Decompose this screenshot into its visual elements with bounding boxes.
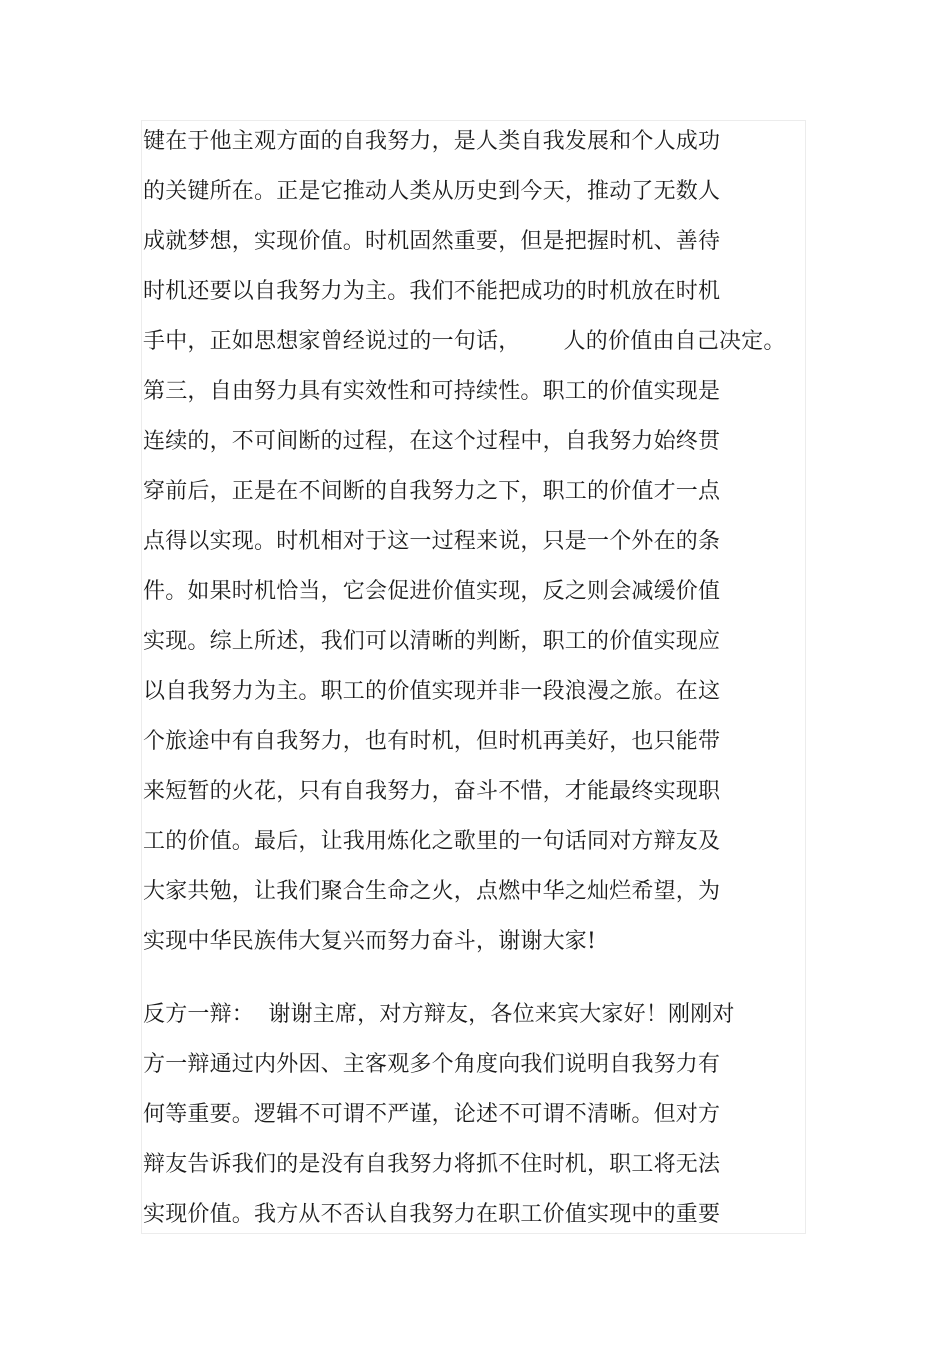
text-line: 辩友告诉我们的是没有自我努力将抓不住时机，职工将无法 <box>143 1152 721 1177</box>
text-line: 的关键所在。正是它推动人类从历史到今天，推动了无数人 <box>143 179 721 204</box>
paragraph-gap <box>143 967 843 990</box>
text-line: 第三，自由努力具有实效性和可持续性。职工的价值实现是 <box>143 379 721 404</box>
text-line: 连续的，不可间断的过程，在这个过程中，自我努力始终贯 <box>143 429 721 454</box>
text-line: 点得以实现。时机相对于这一过程来说，只是一个外在的条 <box>143 529 721 554</box>
text-line: 时机还要以自我努力为主。我们不能把成功的时机放在时机 <box>143 279 721 304</box>
text-line: 反方一辩： 谢谢主席，对方辩友，各位来宾大家好！刚刚对 <box>143 1002 735 1027</box>
text-line: 个旅途中有自我努力，也有时机，但时机再美好，也只能带 <box>143 729 721 754</box>
text-line: 键在于他主观方面的自我努力，是人类自我发展和个人成功 <box>143 129 721 154</box>
document-body <box>143 117 843 1240</box>
text-line: 来短暂的火花，只有自我努力，奋斗不惜，才能最终实现职 <box>143 779 721 804</box>
text-line: 实现。综上所述，我们可以清晰的判断，职工的价值实现应 <box>143 629 721 654</box>
text-line: 方一辩通过内外因、主客观多个角度向我们说明自我努力有 <box>143 1052 721 1077</box>
paragraph-affirmative-closing <box>143 117 843 967</box>
text-line: 以自我努力为主。职工的价值实现并非一段浪漫之旅。在这 <box>143 679 721 704</box>
text-line: 大家共勉，让我们聚合生命之火，点燃中华之灿烂希望，为 <box>143 879 721 904</box>
text-line: 成就梦想，实现价值。时机固然重要，但是把握时机、善待 <box>143 229 721 254</box>
text-line: 实现中华民族伟大复兴而努力奋斗，谢谢大家! <box>143 929 597 954</box>
text-line: 手中，正如思想家曾经说过的一句话， 人的价值由自己决定。 <box>143 329 786 354</box>
text-line: 件。如果时机恰当，它会促进价值实现，反之则会减缓价值 <box>143 579 721 604</box>
text-line: 工的价值。最后，让我用炼化之歌里的一句话同对方辩友及 <box>143 829 721 854</box>
text-line: 何等重要。逻辑不可谓不严谨，论述不可谓不清晰。但对方 <box>143 1102 721 1127</box>
text-line: 穿前后，正是在不间断的自我努力之下，职工的价值才一点 <box>143 479 721 504</box>
text-line: 实现价值。我方从不否认自我努力在职工价值实现中的重要 <box>143 1202 721 1227</box>
paragraph-negative-opening <box>143 990 843 1240</box>
